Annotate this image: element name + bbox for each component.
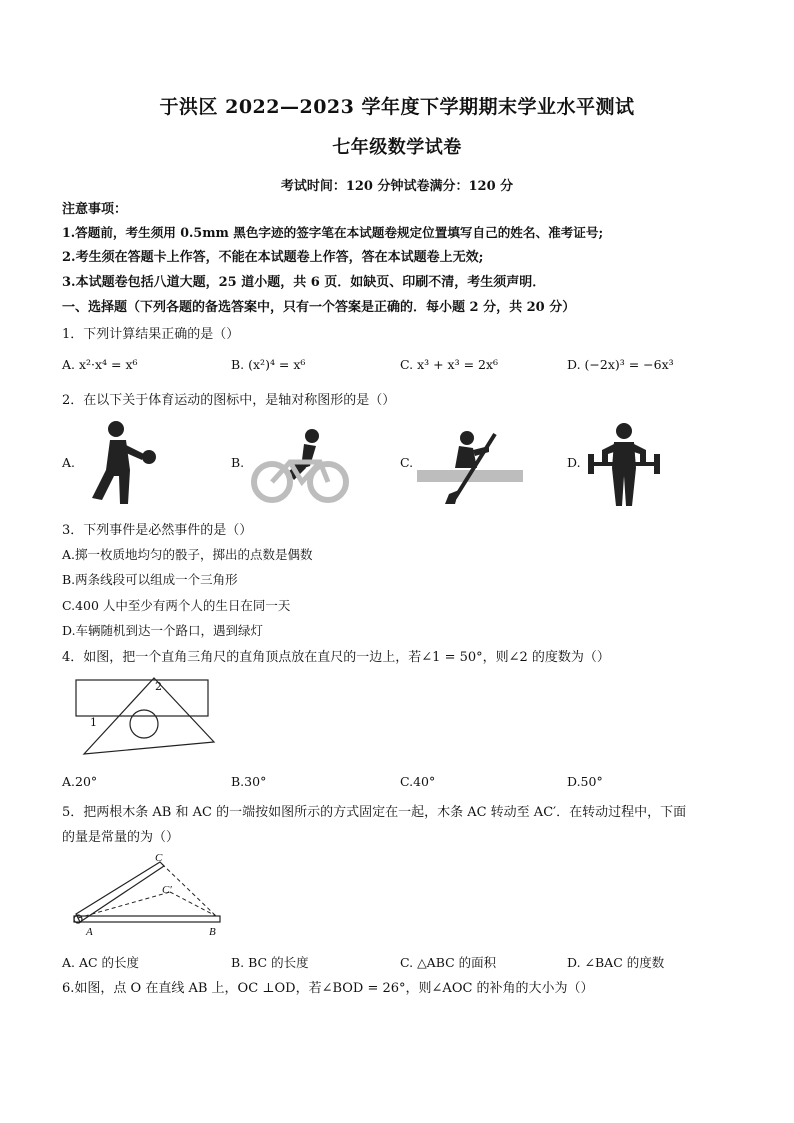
note-item: 3.本试题卷包括八道大题，25 道小题，共 6 页．如缺页、印刷不清，考生须声明．	[62, 275, 546, 290]
q4-option-a: A.20°	[62, 774, 98, 789]
weightlifting-icon	[586, 422, 662, 512]
q5-label-c-prime: C′	[162, 884, 172, 896]
q1-option-d: D. (−2x)³ = −6x³	[567, 357, 674, 372]
q4-option-b: B.30°	[231, 774, 267, 789]
notes-heading: 注意事项：	[62, 202, 128, 217]
section-heading: 一、选择题（下列各题的备选答案中，只有一个答案是正确的．每小题 2 分，共 20 分）	[62, 300, 576, 315]
page-title: 于洪区 2022—2023 学年度下学期期末学业水平测试	[159, 96, 635, 118]
q2-label-d: D.	[567, 455, 581, 470]
question-stem-4: 4．如图，把一个直角三角尺的直角顶点放在直尺的一边上，若∠1 = 50°，则∠2 的度数为（）	[62, 650, 610, 665]
q4-angle-label-2: 2	[155, 680, 162, 693]
q3-option-b: B.两条线段可以组成一个三角形	[62, 572, 238, 587]
wooden-sticks-figure	[70, 852, 230, 932]
question-stem-3: 3．下列事件是必然事件的是（）	[62, 523, 253, 538]
exam-info: 考试时间：120 分钟试卷满分：120 分	[280, 179, 514, 194]
q2-label-a: A.	[62, 455, 76, 470]
q5-option-c: C. △ABC 的面积	[400, 955, 497, 970]
q3-option-c: C.400 人中至少有两个人的生日在同一天	[62, 598, 291, 613]
q1-option-c: C. x³ + x³ = 2x⁶	[400, 357, 499, 372]
question-stem-5-line1: 5．把两根木条 AB 和 AC 的一端按如图所示的方式固定在一起，木条 AC 转动至 AC′．在转动过程中，下面	[62, 805, 687, 820]
q5-label-a: A	[86, 926, 93, 938]
q1-option-a: A. x²·x⁴ = x⁶	[62, 357, 138, 372]
q5-option-a: A. AC 的长度	[62, 955, 140, 970]
note-item: 1.答题前，考生须用 0.5mm 黑色字迹的签字笔在本试题卷规定位置填写自己的姓名、准考证号;	[62, 225, 604, 240]
question-stem-6: 6.如图，点 O 在直线 AB 上，OC ⊥OD，若∠BOD = 26°，则∠AOC 的补角的大小为（）	[62, 981, 594, 996]
question-stem-2: 2．在以下关于体育运动的图标中，是轴对称图形的是（）	[62, 393, 396, 408]
q4-angle-label-1: 1	[90, 716, 97, 729]
q5-label-c: C	[155, 852, 163, 864]
volleyball-icon	[82, 420, 162, 510]
q3-option-a: A.掷一枚质地均匀的骰子，掷出的点数是偶数	[62, 547, 313, 562]
paper-subtitle: 七年级数学试卷	[332, 137, 462, 158]
q4-option-d: D.50°	[567, 774, 603, 789]
question-stem-5-line2: 的量是常量的为（）	[62, 830, 180, 845]
note-item: 2.考生须在答题卡上作答，不能在本试题卷上作答，答在本试题卷上无效;	[62, 250, 484, 265]
cycling-icon	[250, 428, 350, 508]
q3-option-d: D.车辆随机到达一个路口，遇到绿灯	[62, 623, 264, 638]
q5-option-d: D. ∠BAC 的度数	[567, 955, 665, 970]
rowing-icon	[415, 428, 525, 508]
q2-label-b: B.	[231, 455, 245, 470]
q1-option-b: B. (x²)⁴ = x⁶	[231, 357, 306, 372]
q5-label-b: B	[209, 926, 216, 938]
q2-label-c: C.	[400, 455, 414, 470]
question-stem-1: 1．下列计算结果正确的是（）	[62, 327, 240, 342]
q5-option-b: B. BC 的长度	[231, 955, 309, 970]
q4-option-c: C.40°	[400, 774, 436, 789]
